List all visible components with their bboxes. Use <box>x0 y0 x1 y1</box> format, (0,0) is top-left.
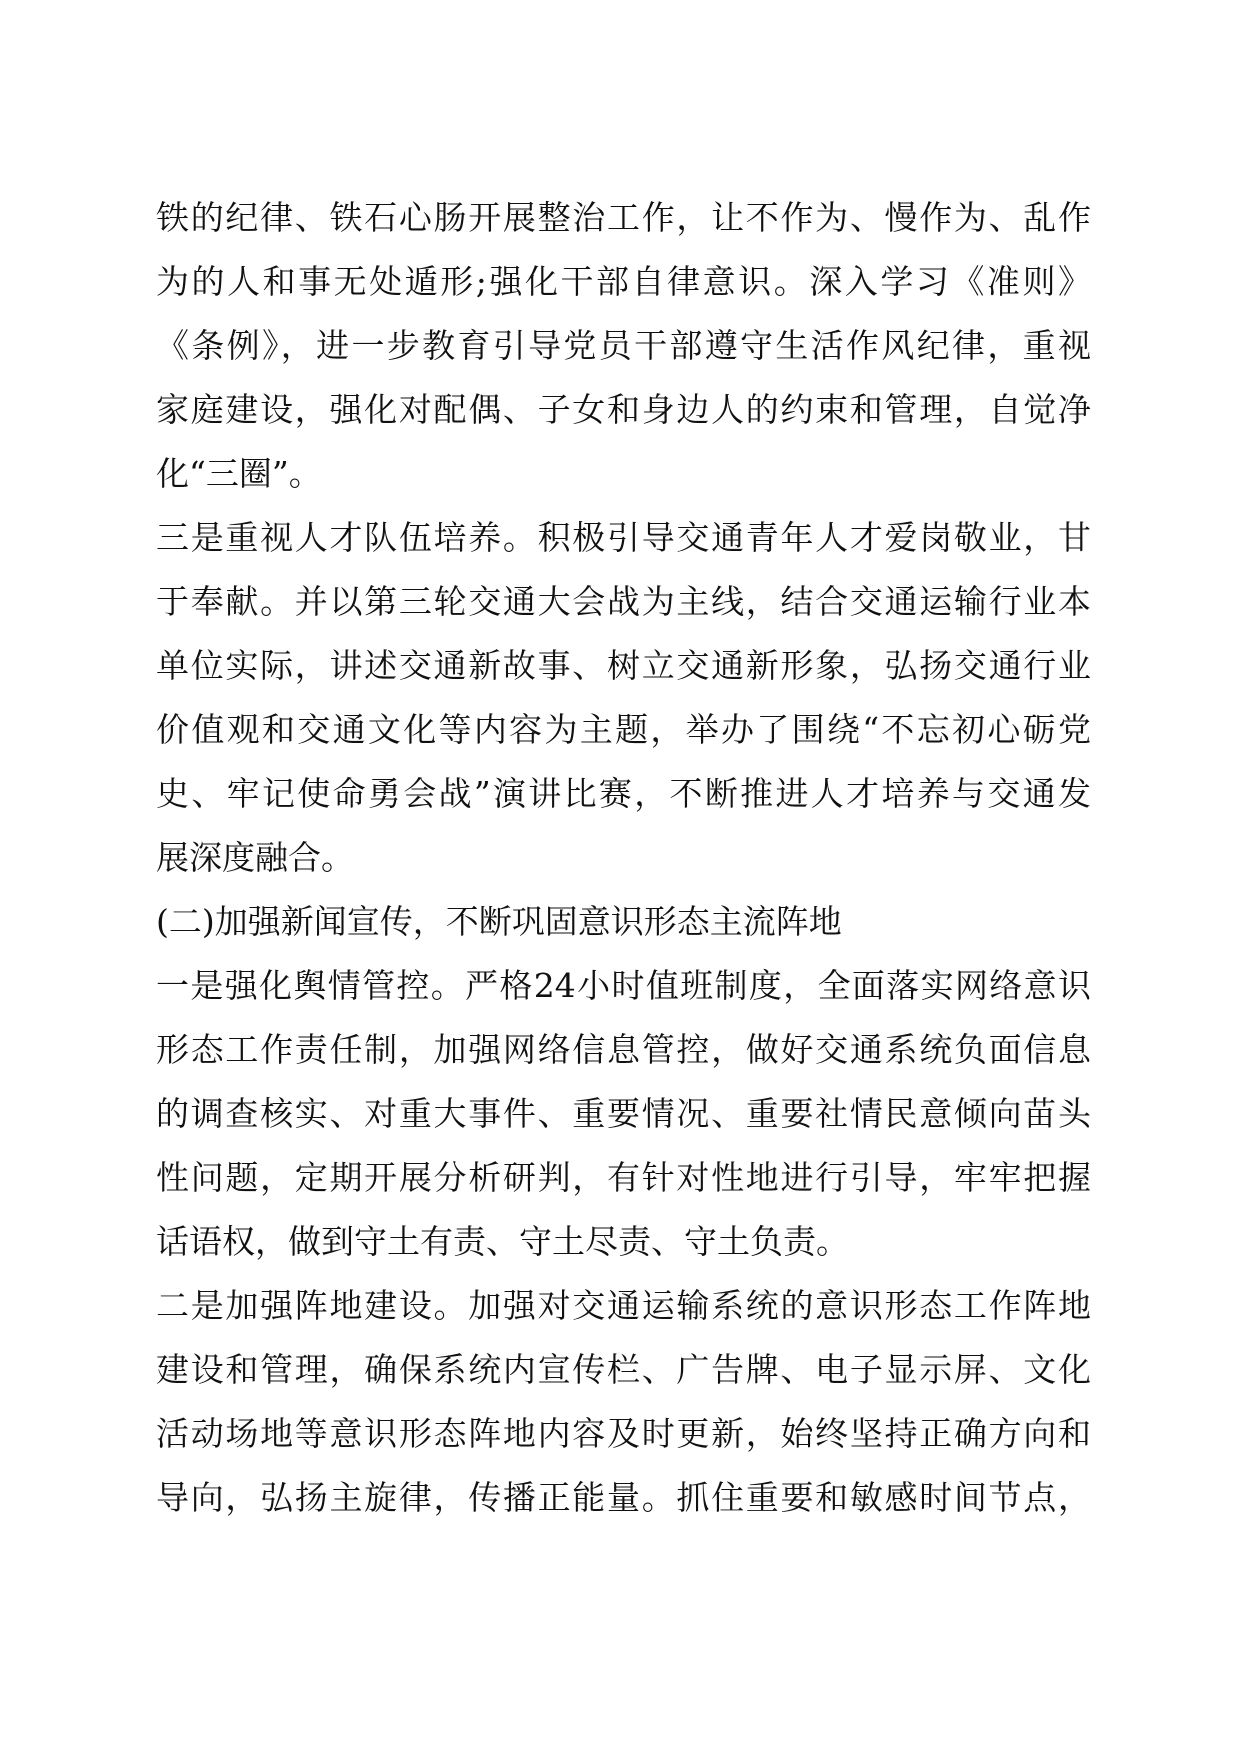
paragraph-end-line: 展深度融合。 <box>156 838 354 877</box>
text-line: 于奉献。并以第三轮交通大会战为主线，结合交通运输行业本 <box>156 582 1091 621</box>
text-line: 活动场地等意识形态阵地内容及时更新，始终坚持正确方向和 <box>156 1414 1091 1453</box>
text-line: 建设和管理，确保系统内宣传栏、广告牌、电子显示屏、文化 <box>156 1350 1091 1389</box>
text-line: 家庭建设，强化对配偶、子女和身边人的约束和管理，自觉净 <box>156 390 1091 429</box>
text-line: 一是强化舆情管控。严格24小时值班制度，全面落实网络意识 <box>156 966 1091 1005</box>
text-line: 《条例》，进一步教育引导党员干部遵守生活作风纪律，重视 <box>156 326 1091 365</box>
text-line: 导向，弘扬主旋律，传播正能量。抓住重要和敏感时间节点， <box>156 1478 1091 1517</box>
body-text <box>156 186 1091 1530</box>
text-line: 价值观和交通文化等内容为主题，举办了围绕“不忘初心砺党 <box>156 710 1091 749</box>
text-line: 史、牢记使命勇会战”演讲比赛，不断推进人才培养与交通发 <box>156 774 1091 813</box>
text-line: 形态工作责任制，加强网络信息管控，做好交通系统负面信息 <box>156 1030 1091 1069</box>
text-line: 三是重视人才队伍培养。积极引导交通青年人才爱岗敬业，甘 <box>156 518 1091 557</box>
text-line: 单位实际，讲述交通新故事、树立交通新形象，弘扬交通行业 <box>156 646 1091 685</box>
paragraph-end-line: 话语权，做到守土有责、守土尽责、守土负责。 <box>156 1222 849 1261</box>
text-line: 为的人和事无处遁形;强化干部自律意识。深入学习《准则》 <box>156 262 1091 301</box>
paragraph-end-line: 化“三圈”。 <box>156 454 322 493</box>
text-line: 铁的纪律、铁石心肠开展整治工作，让不作为、慢作为、乱作 <box>156 198 1091 237</box>
text-line: 的调查核实、对重大事件、重要情况、重要社情民意倾向苗头 <box>156 1094 1091 1133</box>
text-line: 二是加强阵地建设。加强对交通运输系统的意识形态工作阵地 <box>156 1286 1091 1325</box>
section-heading: (二)加强新闻宣传，不断巩固意识形态主流阵地 <box>156 902 842 941</box>
text-line: 性问题，定期开展分析研判，有针对性地进行引导，牢牢把握 <box>156 1158 1091 1197</box>
